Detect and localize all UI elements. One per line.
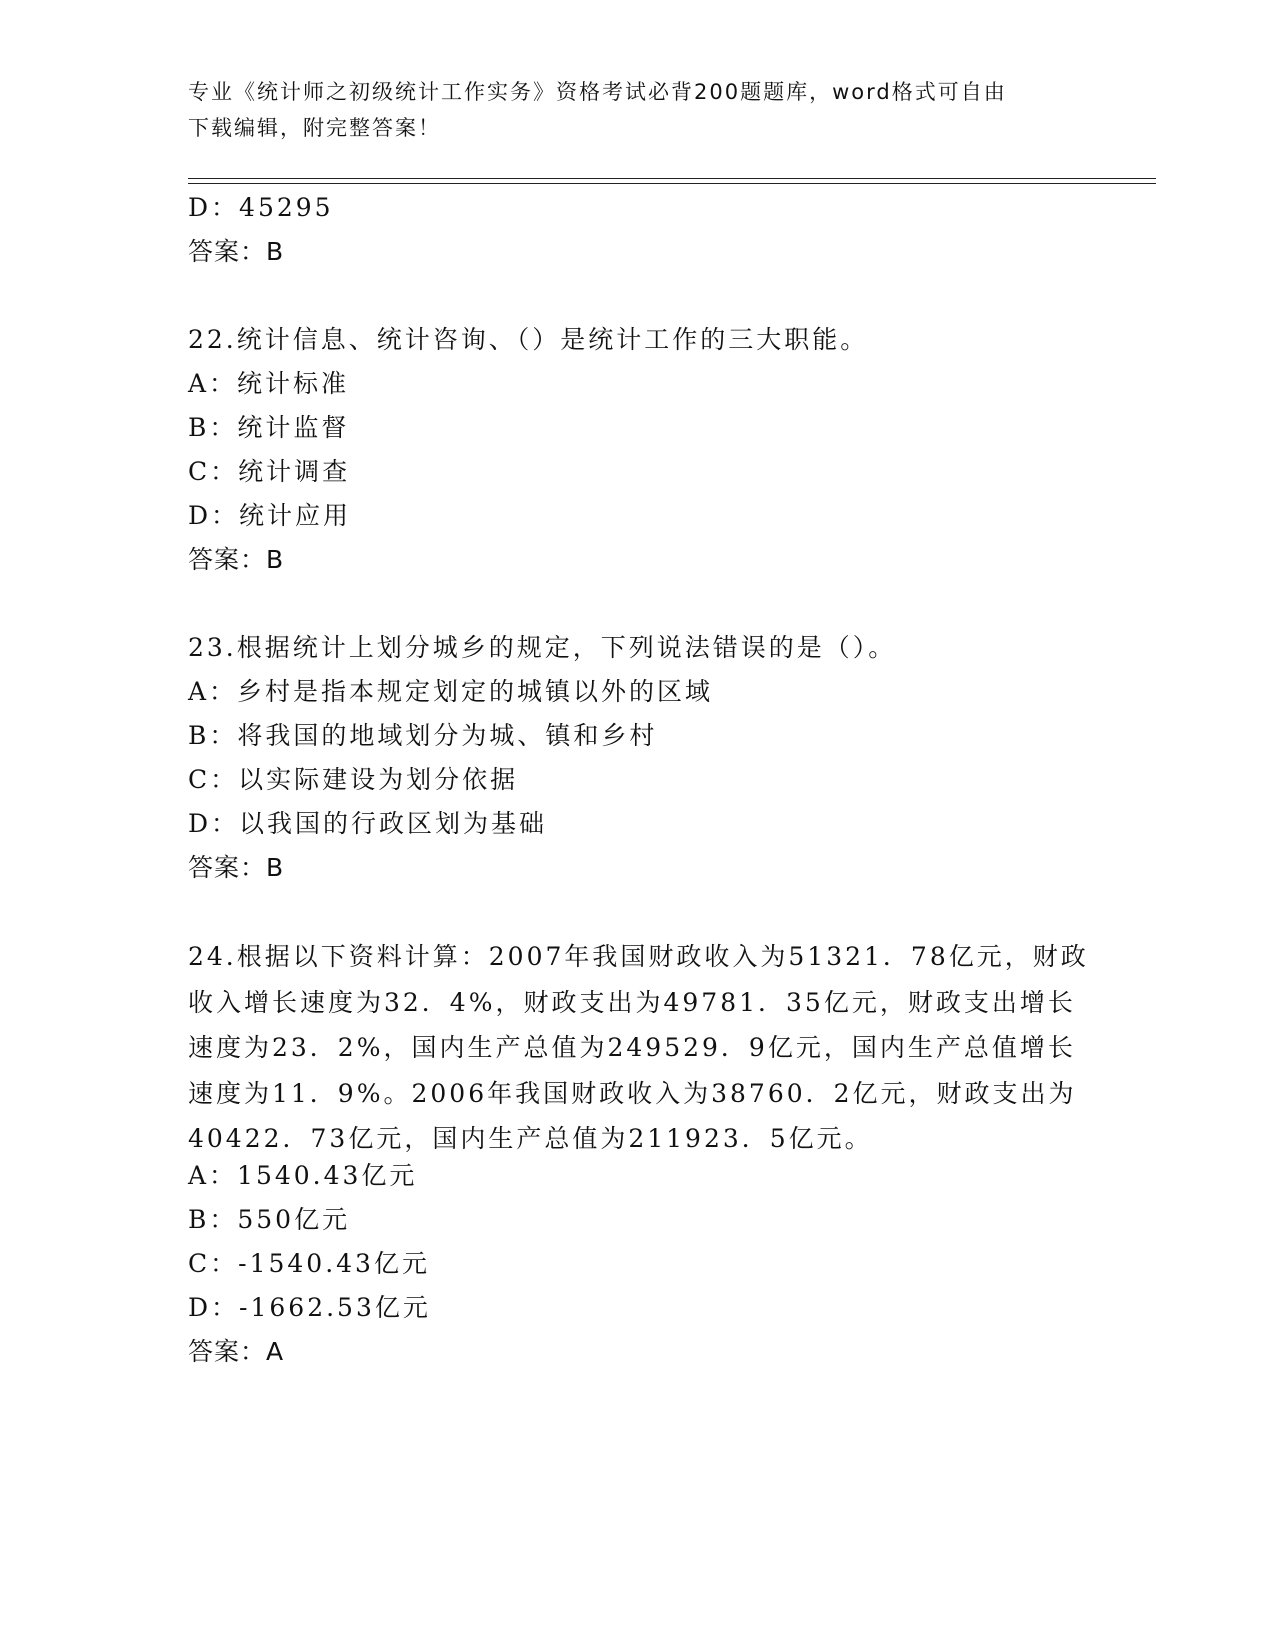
q23-option-b: B：将我国的地域划分为城、镇和乡村 bbox=[188, 721, 658, 750]
q21-answer: 答案：B bbox=[188, 237, 285, 266]
q23-option-c: C：以实际建设为划分依据 bbox=[188, 765, 519, 794]
q24-option-c: C：-1540.43亿元 bbox=[188, 1249, 430, 1278]
q22-answer: 答案：B bbox=[188, 545, 285, 574]
q22-stem: 22.统计信息、统计咨询、（）是统计工作的三大职能。 bbox=[188, 325, 869, 354]
header-divider-bottom bbox=[188, 183, 1156, 184]
q24-stem-line-2: 收入增长速度为32．4%，财政支出为49781．35亿元，财政支出增长 bbox=[188, 987, 1076, 1017]
q24-stem-line-3: 速度为23．2%，国内生产总值为249529．9亿元，国内生产总值增长 bbox=[188, 1033, 1076, 1062]
q22-option-c: C：统计调查 bbox=[188, 457, 351, 486]
q23-answer: 答案：B bbox=[188, 853, 285, 882]
q22-option-d: D：统计应用 bbox=[188, 501, 352, 530]
q24-option-d: D：-1662.53亿元 bbox=[188, 1293, 431, 1322]
q23-option-d: D：以我国的行政区划为基础 bbox=[188, 809, 548, 838]
q24-option-a: A：1540.43亿元 bbox=[188, 1161, 418, 1190]
q24-option-b: B：550亿元 bbox=[188, 1205, 351, 1234]
q24-stem bbox=[188, 934, 1088, 1162]
q22-option-a: A：统计标准 bbox=[188, 369, 350, 398]
q24-answer: 答案：A bbox=[188, 1337, 285, 1366]
q22-option-b: B：统计监督 bbox=[188, 413, 350, 442]
q24-stem-line-5: 40422．73亿元，国内生产总值为211923．5亿元。 bbox=[188, 1124, 873, 1153]
header-divider-top bbox=[188, 178, 1156, 179]
q21-option-d: D：45295 bbox=[188, 193, 334, 222]
header-line-1: 专业《统计师之初级统计工作实务》资格考试必背200题题库，word格式可自由 bbox=[188, 80, 1007, 104]
document-header bbox=[188, 74, 1068, 146]
q23-stem: 23.根据统计上划分城乡的规定，下列说法错误的是（）。 bbox=[188, 633, 897, 662]
q23-option-a: A：乡村是指本规定划定的城镇以外的区域 bbox=[188, 677, 714, 706]
header-line-2: 下载编辑，附完整答案！ bbox=[188, 116, 441, 140]
q24-stem-line-1: 24.根据以下资料计算：2007年我国财政收入为51321．78亿元，财政 bbox=[188, 942, 1089, 971]
q24-stem-line-4: 速度为11．9%。2006年我国财政收入为38760．2亿元，财政支出为 bbox=[188, 1078, 1077, 1108]
